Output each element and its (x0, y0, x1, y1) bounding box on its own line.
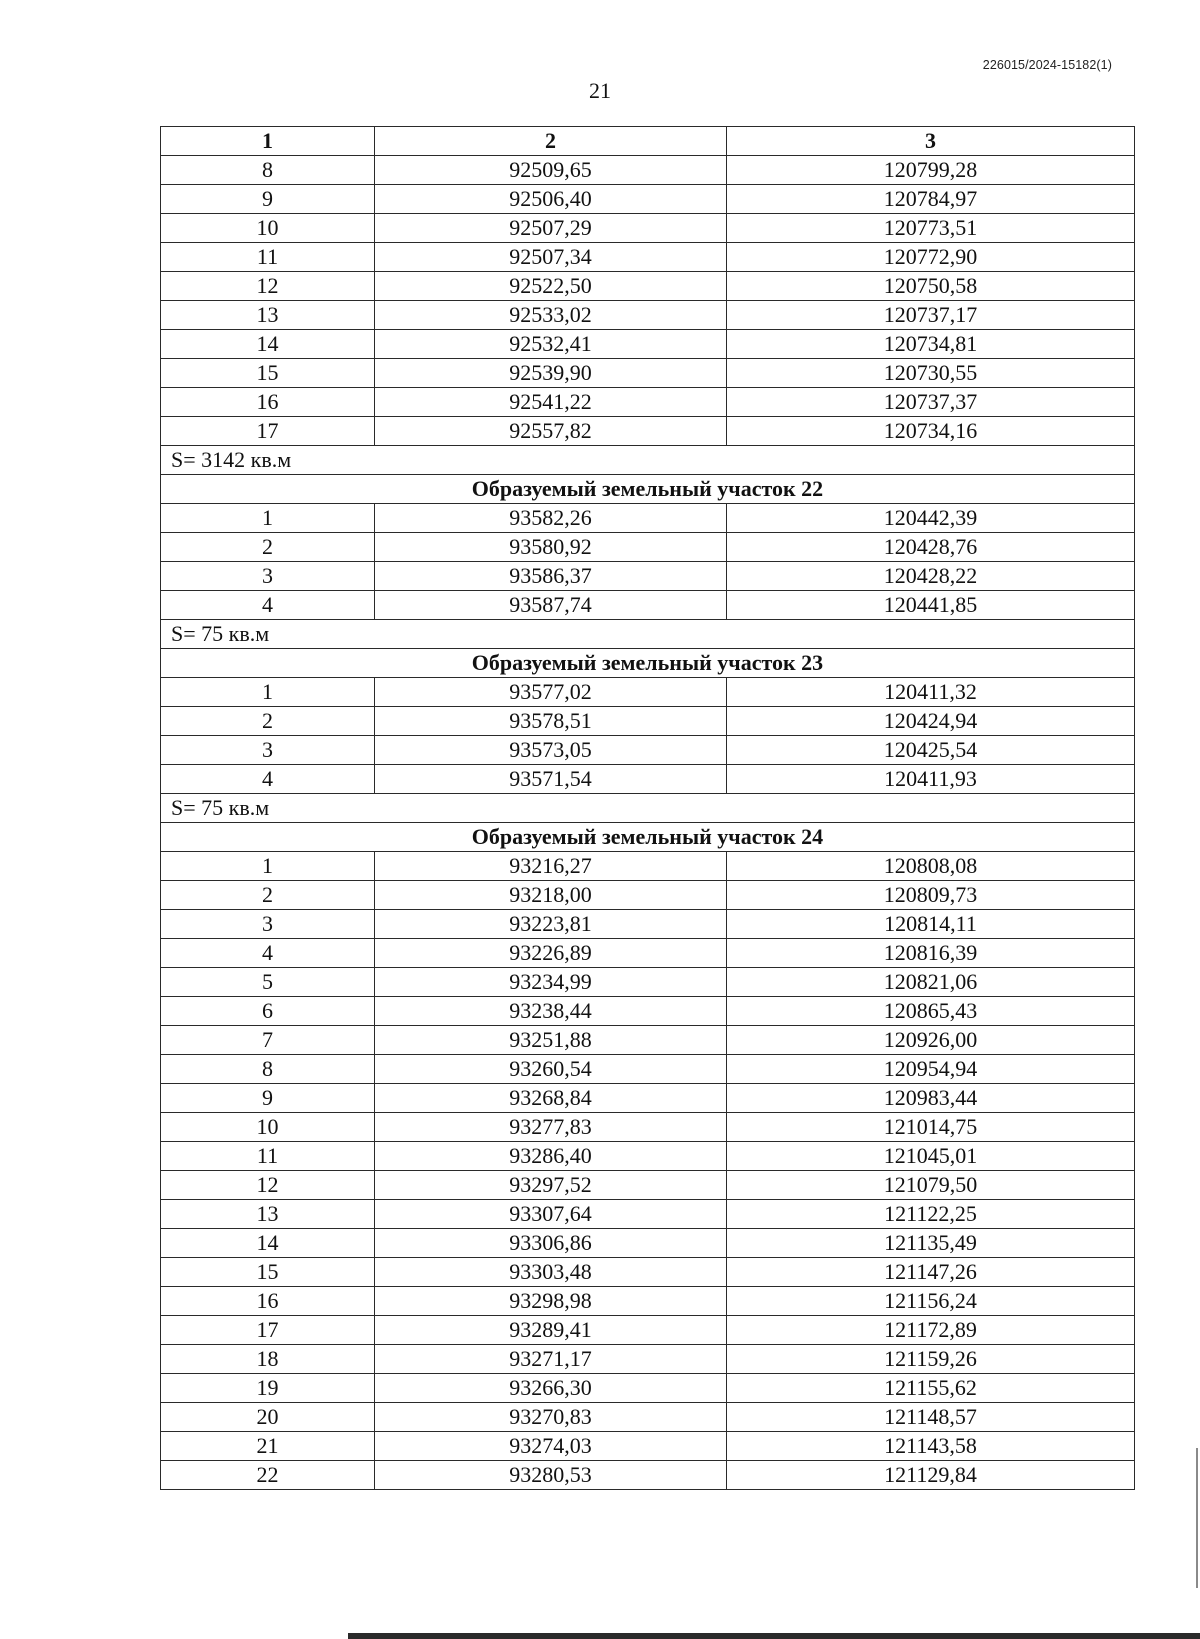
point-number-cell: 14 (161, 330, 375, 359)
point-number-cell: 12 (161, 1171, 375, 1200)
coordinate-y-cell: 120411,93 (727, 765, 1135, 794)
coordinate-x-cell: 93577,02 (375, 678, 727, 707)
point-number-cell: 1 (161, 678, 375, 707)
table-row (161, 1113, 1135, 1142)
point-number-cell: 6 (161, 997, 375, 1026)
table-row (161, 968, 1135, 997)
coordinate-y-cell: 121148,57 (727, 1403, 1135, 1432)
coordinate-y-cell: 120808,08 (727, 852, 1135, 881)
coordinate-y-cell: 121147,26 (727, 1258, 1135, 1287)
table-row (161, 214, 1135, 243)
coordinate-y-cell: 120737,17 (727, 301, 1135, 330)
coordinate-y-cell: 120954,94 (727, 1055, 1135, 1084)
point-number-cell: 3 (161, 910, 375, 939)
coordinate-y-cell: 120983,44 (727, 1084, 1135, 1113)
coordinate-x-cell: 93260,54 (375, 1055, 727, 1084)
coordinate-y-cell: 120441,85 (727, 591, 1135, 620)
coordinate-y-cell: 121172,89 (727, 1316, 1135, 1345)
coordinate-x-cell: 93586,37 (375, 562, 727, 591)
coordinate-x-cell: 92506,40 (375, 185, 727, 214)
coordinate-x-cell: 93298,98 (375, 1287, 727, 1316)
table-row (161, 910, 1135, 939)
coordinate-x-cell: 92557,82 (375, 417, 727, 446)
point-number-cell: 4 (161, 591, 375, 620)
point-number-cell: 1 (161, 504, 375, 533)
point-number-cell: 12 (161, 272, 375, 301)
table-row (161, 156, 1135, 185)
point-number-cell: 8 (161, 156, 375, 185)
point-number-cell: 3 (161, 562, 375, 591)
point-number-cell: 15 (161, 359, 375, 388)
table-row (161, 1142, 1135, 1171)
point-number-cell: 10 (161, 214, 375, 243)
point-number-cell: 2 (161, 707, 375, 736)
coordinate-y-cell: 120772,90 (727, 243, 1135, 272)
scan-bottom-line (348, 1633, 1200, 1639)
coordinate-y-cell: 120424,94 (727, 707, 1135, 736)
table-row (161, 1374, 1135, 1403)
column-header: 2 (375, 127, 727, 156)
point-number-cell: 9 (161, 1084, 375, 1113)
point-number-cell: 7 (161, 1026, 375, 1055)
point-number-cell: 20 (161, 1403, 375, 1432)
point-number-cell: 8 (161, 1055, 375, 1084)
coordinate-y-cell: 120865,43 (727, 997, 1135, 1026)
area-value: S= 75 кв.м (161, 620, 1135, 649)
page-number: 21 (589, 78, 611, 103)
coordinate-y-cell: 121129,84 (727, 1461, 1135, 1490)
coordinate-x-cell: 92541,22 (375, 388, 727, 417)
coordinate-y-cell: 121135,49 (727, 1229, 1135, 1258)
coordinate-x-cell: 93238,44 (375, 997, 727, 1026)
point-number-cell: 14 (161, 1229, 375, 1258)
coordinate-y-cell: 120926,00 (727, 1026, 1135, 1055)
column-header: 3 (727, 127, 1135, 156)
point-number-cell: 2 (161, 881, 375, 910)
point-number-cell: 22 (161, 1461, 375, 1490)
coordinate-y-cell: 120425,54 (727, 736, 1135, 765)
section-title-row (161, 649, 1135, 678)
table-row (161, 562, 1135, 591)
table-row (161, 678, 1135, 707)
table-row (161, 185, 1135, 214)
coordinate-y-cell: 120737,37 (727, 388, 1135, 417)
table-row (161, 1258, 1135, 1287)
table-row (161, 852, 1135, 881)
section-title: Образуемый земельный участок 24 (161, 823, 1135, 852)
area-value: S= 75 кв.м (161, 794, 1135, 823)
coordinate-x-cell: 92539,90 (375, 359, 727, 388)
point-number-cell: 10 (161, 1113, 375, 1142)
point-number-cell: 4 (161, 765, 375, 794)
point-number-cell: 16 (161, 1287, 375, 1316)
area-value: S= 3142 кв.м (161, 446, 1135, 475)
coordinate-y-cell: 121122,25 (727, 1200, 1135, 1229)
coordinate-x-cell: 93286,40 (375, 1142, 727, 1171)
coordinate-y-cell: 120442,39 (727, 504, 1135, 533)
coordinate-x-cell: 93582,26 (375, 504, 727, 533)
coordinate-y-cell: 121079,50 (727, 1171, 1135, 1200)
coordinate-x-cell: 92532,41 (375, 330, 727, 359)
point-number-cell: 2 (161, 533, 375, 562)
coordinate-y-cell: 120816,39 (727, 939, 1135, 968)
point-number-cell: 9 (161, 185, 375, 214)
coordinate-y-cell: 120784,97 (727, 185, 1135, 214)
coordinate-y-cell: 120734,16 (727, 417, 1135, 446)
section-title-row (161, 823, 1135, 852)
coordinate-x-cell: 92533,02 (375, 301, 727, 330)
coordinate-x-cell: 93271,17 (375, 1345, 727, 1374)
table-row (161, 1316, 1135, 1345)
point-number-cell: 11 (161, 1142, 375, 1171)
coordinate-y-cell: 121143,58 (727, 1432, 1135, 1461)
coordinate-y-cell: 120814,11 (727, 910, 1135, 939)
coordinate-y-cell: 120773,51 (727, 214, 1135, 243)
coordinate-x-cell: 92509,65 (375, 156, 727, 185)
coordinate-y-cell: 121156,24 (727, 1287, 1135, 1316)
table-row (161, 359, 1135, 388)
coordinate-y-cell: 121014,75 (727, 1113, 1135, 1142)
coordinate-y-cell: 120821,06 (727, 968, 1135, 997)
point-number-cell: 19 (161, 1374, 375, 1403)
coordinate-y-cell: 120428,22 (727, 562, 1135, 591)
coordinate-x-cell: 93306,86 (375, 1229, 727, 1258)
coordinate-x-cell: 93226,89 (375, 939, 727, 968)
point-number-cell: 18 (161, 1345, 375, 1374)
table-row (161, 591, 1135, 620)
coordinate-x-cell: 93578,51 (375, 707, 727, 736)
coordinate-y-cell: 121155,62 (727, 1374, 1135, 1403)
scan-margin-mark (1196, 1448, 1198, 1588)
document-id: 226015/2024-15182(1) (982, 58, 1112, 72)
table-header-row (161, 127, 1135, 156)
section-title: Образуемый земельный участок 22 (161, 475, 1135, 504)
coordinate-x-cell: 93270,83 (375, 1403, 727, 1432)
coordinate-x-cell: 92507,29 (375, 214, 727, 243)
coordinate-x-cell: 93268,84 (375, 1084, 727, 1113)
table-row (161, 504, 1135, 533)
area-row (161, 620, 1135, 649)
coordinate-x-cell: 93303,48 (375, 1258, 727, 1287)
coordinate-y-cell: 120411,32 (727, 678, 1135, 707)
table-row (161, 1026, 1135, 1055)
coordinate-x-cell: 93280,53 (375, 1461, 727, 1490)
point-number-cell: 15 (161, 1258, 375, 1287)
table-row (161, 301, 1135, 330)
section-title: Образуемый земельный участок 23 (161, 649, 1135, 678)
table-row (161, 1055, 1135, 1084)
point-number-cell: 4 (161, 939, 375, 968)
coordinate-x-cell: 93251,88 (375, 1026, 727, 1055)
table-row (161, 939, 1135, 968)
table-row (161, 1084, 1135, 1113)
point-number-cell: 16 (161, 388, 375, 417)
coordinate-x-cell: 93218,00 (375, 881, 727, 910)
coordinate-x-cell: 93277,83 (375, 1113, 727, 1142)
table-row (161, 881, 1135, 910)
table-row (161, 1345, 1135, 1374)
coordinate-x-cell: 93234,99 (375, 968, 727, 997)
coordinate-x-cell: 93307,64 (375, 1200, 727, 1229)
coordinate-y-cell: 120428,76 (727, 533, 1135, 562)
point-number-cell: 17 (161, 1316, 375, 1345)
coordinate-y-cell: 120809,73 (727, 881, 1135, 910)
table-row (161, 1229, 1135, 1258)
table-row (161, 243, 1135, 272)
table-row (161, 997, 1135, 1026)
coordinate-x-cell: 93573,05 (375, 736, 727, 765)
table-row (161, 765, 1135, 794)
coordinate-x-cell: 93580,92 (375, 533, 727, 562)
point-number-cell: 17 (161, 417, 375, 446)
point-number-cell: 11 (161, 243, 375, 272)
point-number-cell: 1 (161, 852, 375, 881)
coordinate-y-cell: 121159,26 (727, 1345, 1135, 1374)
table-row (161, 533, 1135, 562)
coordinate-x-cell: 92507,34 (375, 243, 727, 272)
coordinate-y-cell: 120799,28 (727, 156, 1135, 185)
coordinate-x-cell: 93266,30 (375, 1374, 727, 1403)
coordinate-y-cell: 120730,55 (727, 359, 1135, 388)
table-body (161, 156, 1135, 1490)
point-number-cell: 3 (161, 736, 375, 765)
column-header: 1 (161, 127, 375, 156)
coordinate-y-cell: 121045,01 (727, 1142, 1135, 1171)
coordinate-x-cell: 93274,03 (375, 1432, 727, 1461)
table-row (161, 1200, 1135, 1229)
table-row (161, 707, 1135, 736)
area-row (161, 446, 1135, 475)
coordinate-x-cell: 93587,74 (375, 591, 727, 620)
coordinate-x-cell: 93297,52 (375, 1171, 727, 1200)
coordinate-y-cell: 120750,58 (727, 272, 1135, 301)
coordinate-y-cell: 120734,81 (727, 330, 1135, 359)
table-row (161, 1287, 1135, 1316)
coordinate-x-cell: 93216,27 (375, 852, 727, 881)
table-row (161, 388, 1135, 417)
table-row (161, 1432, 1135, 1461)
table-row (161, 417, 1135, 446)
area-row (161, 794, 1135, 823)
coordinates-table (160, 126, 1135, 1490)
coordinate-x-cell: 93571,54 (375, 765, 727, 794)
table-row (161, 736, 1135, 765)
table-row (161, 272, 1135, 301)
point-number-cell: 5 (161, 968, 375, 997)
table-row (161, 1171, 1135, 1200)
coordinate-x-cell: 92522,50 (375, 272, 727, 301)
section-title-row (161, 475, 1135, 504)
table-row (161, 1403, 1135, 1432)
coordinate-x-cell: 93223,81 (375, 910, 727, 939)
point-number-cell: 13 (161, 301, 375, 330)
table-row (161, 330, 1135, 359)
table-row (161, 1461, 1135, 1490)
point-number-cell: 21 (161, 1432, 375, 1461)
point-number-cell: 13 (161, 1200, 375, 1229)
coordinate-x-cell: 93289,41 (375, 1316, 727, 1345)
